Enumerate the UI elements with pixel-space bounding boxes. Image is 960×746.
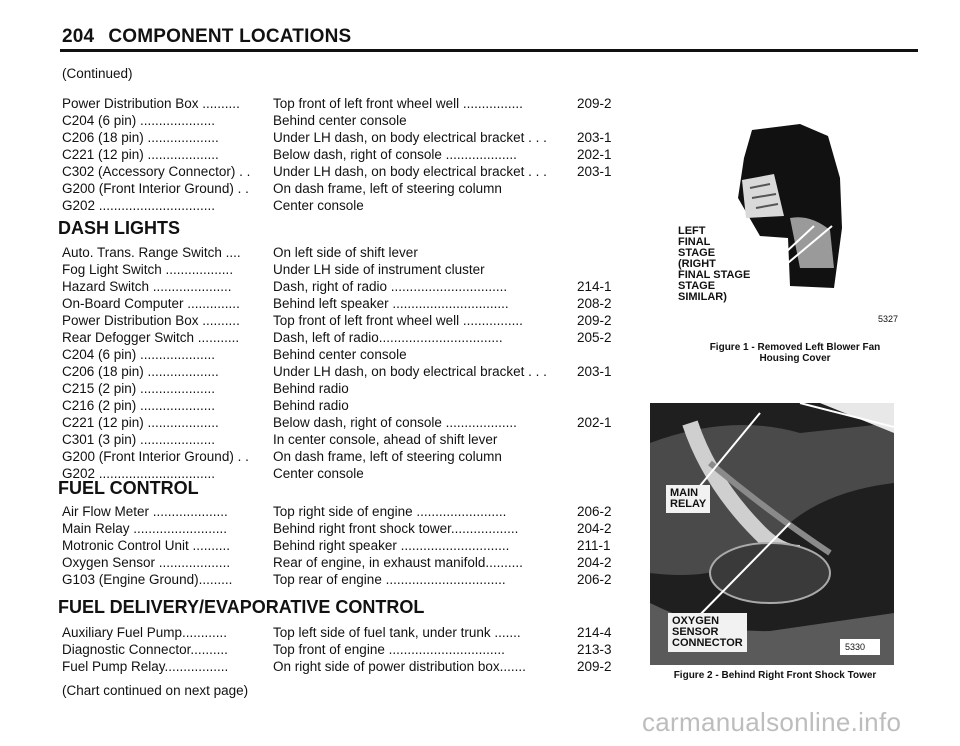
component-location: Below dash, right of console ................... bbox=[273, 415, 517, 430]
component-location: Behind radio bbox=[273, 398, 349, 413]
page-number: 204 bbox=[62, 26, 95, 47]
label-line: OXYGEN bbox=[672, 615, 720, 627]
component-name: C215 (2 pin) .................... bbox=[62, 381, 216, 396]
component-name: C221 (12 pin) ................... bbox=[62, 147, 219, 162]
label-line: CONNECTOR bbox=[672, 637, 743, 649]
component-name: C206 (18 pin) ................... bbox=[62, 364, 219, 379]
label-line: STAGE bbox=[678, 247, 716, 259]
component-location: Under LH dash, on body electrical bracket . . . bbox=[273, 364, 547, 379]
component-name: Fog Light Switch .................. bbox=[62, 262, 234, 277]
component-name: G200 (Front Interior Ground) . . bbox=[62, 449, 249, 464]
component-name: C204 (6 pin) .................... bbox=[62, 113, 216, 128]
component-name: Power Distribution Box .......... bbox=[62, 96, 240, 111]
component-name: Power Distribution Box .......... bbox=[62, 313, 240, 328]
label-line: STAGE bbox=[678, 280, 716, 292]
component-name: Air Flow Meter .................... bbox=[62, 504, 228, 519]
page-ref: 205-2 bbox=[577, 330, 612, 345]
oxygen-sensor-label bbox=[668, 613, 747, 652]
label-line: MAIN bbox=[670, 487, 699, 499]
figure-2-number: 5330 bbox=[845, 642, 866, 652]
component-name: Main Relay ......................... bbox=[62, 521, 228, 536]
figure-1-labels bbox=[678, 226, 750, 303]
component-location: Behind center console bbox=[273, 347, 407, 362]
component-location: On dash frame, left of steering column bbox=[273, 449, 502, 464]
component-name: Auxiliary Fuel Pump............ bbox=[62, 625, 228, 640]
component-location: On dash frame, left of steering column bbox=[273, 181, 502, 196]
component-name: G202 ............................... bbox=[62, 466, 216, 481]
component-name: Oxygen Sensor ................... bbox=[62, 555, 231, 570]
page-ref: 203-1 bbox=[577, 364, 612, 379]
component-location: Center console bbox=[273, 466, 364, 481]
label-line: SIMILAR) bbox=[678, 291, 727, 303]
component-location: Top left side of fuel tank, under trunk ....... bbox=[273, 625, 521, 640]
component-location: On left side of shift lever bbox=[273, 245, 418, 260]
component-name: G103 (Engine Ground)......... bbox=[62, 572, 233, 587]
page-ref: 213-3 bbox=[577, 642, 612, 657]
component-name: C204 (6 pin) .................... bbox=[62, 347, 216, 362]
page-ref: 209-2 bbox=[577, 313, 612, 328]
watermark-text: carmanualsonline.info bbox=[642, 707, 902, 737]
component-location: Under LH dash, on body electrical bracket . . . bbox=[273, 130, 547, 145]
header-rule bbox=[60, 49, 918, 52]
component-name: Fuel Pump Relay................. bbox=[62, 659, 229, 674]
component-location: Center console bbox=[273, 198, 364, 213]
component-name: C221 (12 pin) ................... bbox=[62, 415, 219, 430]
page-ref: 209-2 bbox=[577, 659, 612, 674]
label-line: FINAL bbox=[678, 236, 711, 248]
page-ref: 204-2 bbox=[577, 555, 612, 570]
figure-2-caption: Figure 2 - Behind Right Front Shock Tower bbox=[673, 670, 877, 681]
component-name: On-Board Computer .............. bbox=[62, 296, 240, 311]
component-location: Behind right front shock tower.................. bbox=[273, 521, 519, 536]
component-location: Under LH side of instrument cluster bbox=[273, 262, 485, 277]
label-line: SENSOR bbox=[672, 626, 719, 638]
section-title-dash-lights: DASH LIGHTS bbox=[58, 218, 181, 238]
component-name: C216 (2 pin) .................... bbox=[62, 398, 216, 413]
section-title-fuel-delivery: FUEL DELIVERY/EVAPORATIVE CONTROL bbox=[58, 597, 425, 617]
page-ref: 202-1 bbox=[577, 415, 612, 430]
component-location: Top front of left front wheel well ................ bbox=[273, 313, 523, 328]
label-line: (RIGHT bbox=[678, 258, 716, 270]
caption-line: Housing Cover bbox=[759, 353, 831, 364]
component-location: Top front of left front wheel well ................ bbox=[273, 96, 523, 111]
component-name: Diagnostic Connector.......... bbox=[62, 642, 228, 657]
component-name: Rear Defogger Switch ........... bbox=[62, 330, 240, 345]
component-location: Dash, right of radio ............................... bbox=[273, 279, 508, 294]
page-ref: 206-2 bbox=[577, 572, 612, 587]
page-ref: 209-2 bbox=[577, 96, 612, 111]
continued-label: (Continued) bbox=[62, 66, 133, 81]
section-title-fuel-control: FUEL CONTROL bbox=[58, 478, 199, 498]
page-ref: 214-4 bbox=[577, 625, 612, 640]
component-location: Top rear of engine ................................ bbox=[273, 572, 506, 587]
page-header bbox=[62, 26, 351, 48]
page-ref: 203-1 bbox=[577, 130, 612, 145]
page-ref: 204-2 bbox=[577, 521, 612, 536]
component-location: Below dash, right of console ................... bbox=[273, 147, 517, 162]
figure-2-photo bbox=[650, 403, 894, 665]
component-location: Under LH dash, on body electrical bracket . . . bbox=[273, 164, 547, 179]
component-name: Auto. Trans. Range Switch .... bbox=[62, 245, 241, 260]
component-name: G202 ............................... bbox=[62, 198, 216, 213]
page-ref: 208-2 bbox=[577, 296, 612, 311]
page-title: COMPONENT LOCATIONS bbox=[108, 26, 352, 47]
footer-note: (Chart continued on next page) bbox=[62, 683, 249, 698]
component-location: Behind radio bbox=[273, 381, 349, 396]
figure-1-number: 5327 bbox=[878, 314, 899, 324]
component-location: Behind right speaker ............................. bbox=[273, 538, 510, 553]
page-ref: 203-1 bbox=[577, 164, 612, 179]
component-location: On right side of power distribution box....... bbox=[273, 659, 526, 674]
page-ref: 214-1 bbox=[577, 279, 612, 294]
component-name: Hazard Switch ..................... bbox=[62, 279, 232, 294]
caption-line: Figure 1 - Removed Left Blower Fan bbox=[709, 342, 881, 353]
component-name: Motronic Control Unit .......... bbox=[62, 538, 231, 553]
component-location: Top right side of engine ........................ bbox=[273, 504, 507, 519]
component-name: C206 (18 pin) ................... bbox=[62, 130, 219, 145]
component-name: G200 (Front Interior Ground) . . bbox=[62, 181, 249, 196]
label-line: LEFT bbox=[678, 225, 706, 237]
component-location: Behind left speaker ............................... bbox=[273, 296, 509, 311]
component-name: C302 (Accessory Connector) . . bbox=[62, 164, 251, 179]
component-location: Rear of engine, in exhaust manifold.......... bbox=[273, 555, 523, 570]
component-name: C301 (3 pin) .................... bbox=[62, 432, 216, 447]
figure-1-caption bbox=[700, 342, 890, 364]
page-ref: 206-2 bbox=[577, 504, 612, 519]
component-location: Top front of engine ............................... bbox=[273, 642, 505, 657]
label-line: FINAL STAGE bbox=[678, 269, 751, 281]
component-location: In center console, ahead of shift lever bbox=[273, 432, 498, 447]
main-relay-label bbox=[666, 485, 710, 513]
label-line: RELAY bbox=[670, 498, 707, 510]
page-ref: 202-1 bbox=[577, 147, 612, 162]
component-location: Dash, left of radio................................. bbox=[273, 330, 503, 345]
component-location: Behind center console bbox=[273, 113, 407, 128]
page-ref: 211-1 bbox=[577, 538, 611, 553]
